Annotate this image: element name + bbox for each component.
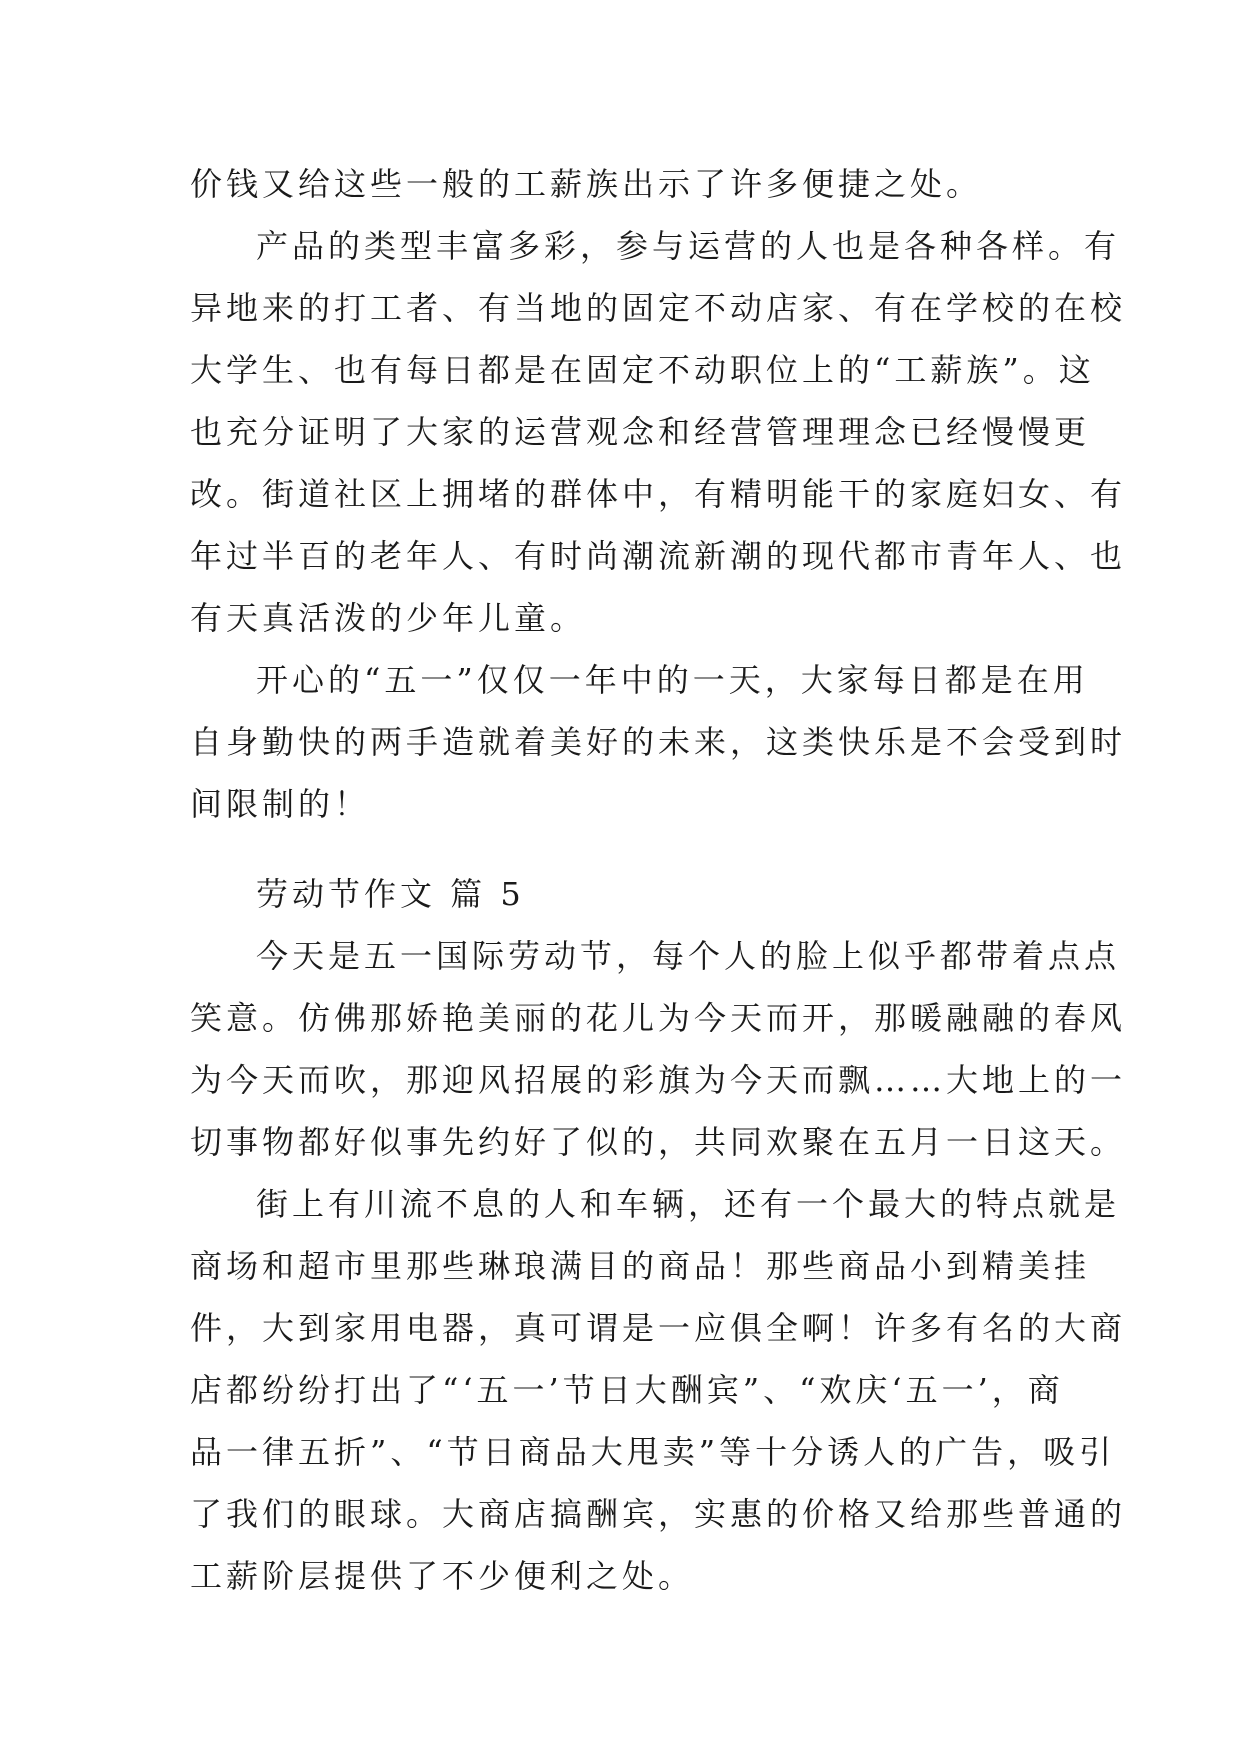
text-line: 了我们的眼球。大商店搞酬宾，实惠的价格又给那些普通的 (190, 1495, 1127, 1533)
paragraph-start-line: 今天是五一国际劳动节，每个人的脸上似乎都带着点点 (256, 937, 1121, 975)
essay-5-text (190, 925, 1127, 1607)
paragraph-start-line: 产品的类型丰富多彩，参与运营的人也是各种各样。有 (256, 227, 1121, 265)
essay-heading: 劳动节作文 篇 5 (256, 875, 525, 913)
text-line: 有天真活泼的少年儿童。 (190, 599, 587, 637)
text-line: 品一律五折”、“节日商品大甩卖”等十分诱人的广告，吸引 (190, 1433, 1116, 1471)
text-line: 为今天而吹，那迎风招展的彩旗为今天而飘……大地上的一 (190, 1061, 1127, 1099)
paragraph-start-line: 开心的“五一”仅仅一年中的一天，大家每日都是在用 (256, 661, 1089, 699)
text-line: 件，大到家用电器，真可谓是一应俱全啊！许多有名的大商 (190, 1309, 1127, 1347)
text-line: 改。街道社区上拥堵的群体中，有精明能干的家庭妇女、有 (190, 475, 1127, 513)
text-line: 大学生、也有每日都是在固定不动职位上的“工薪族”。这 (190, 351, 1095, 389)
text-line: 间限制的！ (190, 785, 371, 823)
text-line: 自身勤快的两手造就着美好的未来，这类快乐是不会受到时 (190, 723, 1127, 761)
text-line: 价钱又给这些一般的工薪族出示了许多便捷之处。 (190, 165, 983, 203)
text-line: 异地来的打工者、有当地的固定不动店家、有在学校的在校 (190, 289, 1127, 327)
text-line: 也充分证明了大家的运营观念和经营管理理念已经慢慢更 (190, 413, 1091, 451)
text-line: 切事物都好似事先约好了似的，共同欢聚在五月一日这天。 (190, 1123, 1127, 1161)
text-line: 工薪阶层提供了不少便利之处。 (190, 1557, 695, 1595)
paragraph-start-line: 街上有川流不息的人和车辆，还有一个最大的特点就是 (256, 1185, 1121, 1223)
text-line: 笑意。仿佛那娇艳美丽的花儿为今天而开，那暖融融的春风 (190, 999, 1127, 1037)
text-line: 商场和超市里那些琳琅满目的商品！那些商品小到精美挂 (190, 1247, 1091, 1285)
text-line: 店都纷纷打出了“‘五一’节日大酬宾”、“欢庆‘五一’，商 (190, 1371, 1064, 1409)
previous-essay-text (190, 153, 1127, 835)
text-line: 年过半百的老年人、有时尚潮流新潮的现代都市青年人、也 (190, 537, 1127, 575)
